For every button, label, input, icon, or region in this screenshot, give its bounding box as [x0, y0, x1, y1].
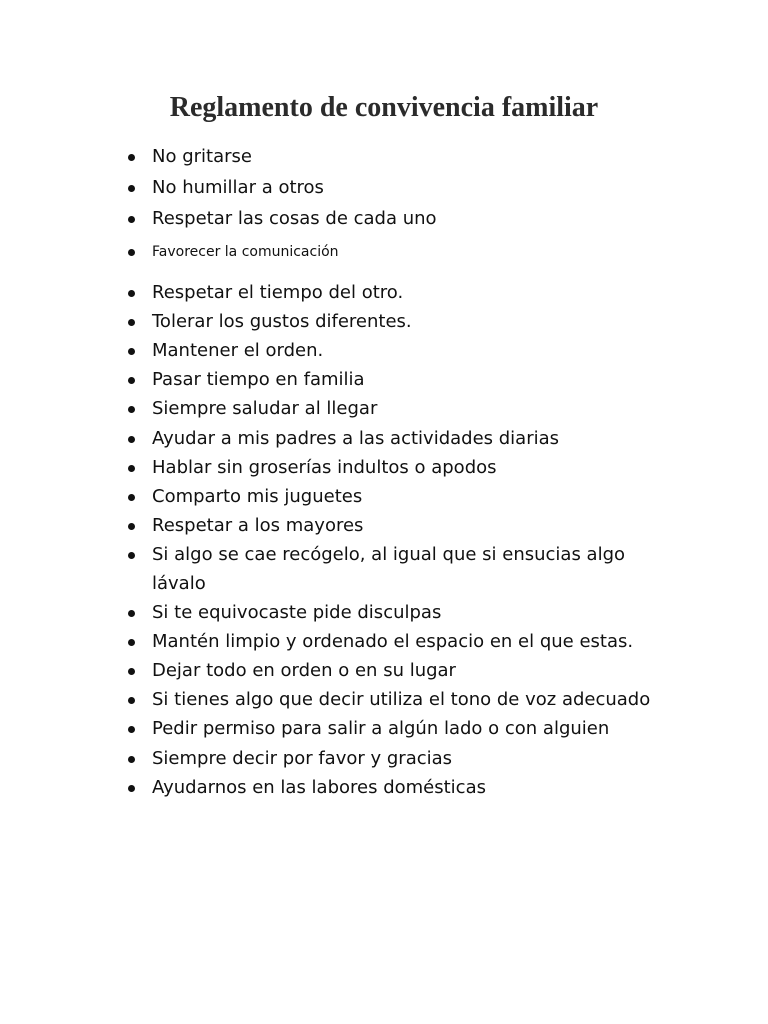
list-item — [128, 394, 688, 423]
list-item — [128, 453, 688, 482]
list-item — [128, 744, 688, 773]
list-item-text: Pedir permiso para salir a algún lado o con alguien — [152, 718, 610, 739]
list-item-text: Si algo se cae recógelo, al igual que si ensucias algo lávalo — [152, 544, 626, 594]
list-item — [128, 365, 688, 394]
bullet-icon — [128, 290, 135, 297]
list-item — [128, 307, 688, 336]
list-item-text: Respetar el tiempo del otro. — [152, 282, 404, 303]
list-item — [128, 627, 688, 656]
list-item-text: Si te equivocaste pide disculpas — [152, 602, 442, 623]
list-item — [128, 714, 688, 743]
bullet-icon — [128, 185, 135, 192]
list-item — [128, 205, 688, 233]
list-item-text: Siempre decir por favor y gracias — [152, 748, 453, 769]
bullet-icon — [128, 756, 135, 763]
list-item-text: Hablar sin groserías indultos o apodos — [152, 457, 497, 478]
list-item — [128, 241, 688, 263]
bullet-icon — [128, 785, 135, 792]
list-item-text: Mantén limpio y ordenado el espacio en el que estas. — [152, 631, 634, 652]
bullet-icon — [128, 377, 135, 384]
list-item-text: Comparto mis juguetes — [152, 486, 363, 507]
bullet-icon — [128, 726, 135, 733]
bullet-icon — [128, 697, 135, 704]
list-item-text: Siempre saludar al llegar — [152, 398, 378, 419]
list-item-text: Ayudar a mis padres a las actividades diarias — [152, 428, 560, 449]
bullet-icon — [128, 523, 135, 530]
list-item-text: Tolerar los gustos diferentes. — [152, 311, 412, 332]
list-item-text: Mantener el orden. — [152, 340, 324, 361]
list-item — [128, 540, 628, 598]
list-item-text: No gritarse — [152, 146, 252, 167]
list-item-text: No humillar a otros — [152, 177, 324, 198]
list-item-text: Pasar tiempo en familia — [152, 369, 365, 390]
bullet-icon — [128, 465, 135, 472]
list-item — [128, 598, 688, 627]
list-item — [128, 773, 688, 802]
list-item-text: Respetar a los mayores — [152, 515, 364, 536]
bullet-icon — [128, 639, 135, 646]
bullet-icon — [128, 668, 135, 675]
list-item — [128, 278, 688, 307]
list-item-text: Dejar todo en orden o en su lugar — [152, 660, 456, 681]
list-item — [128, 685, 688, 714]
list-item — [128, 143, 688, 171]
list-item — [128, 482, 688, 511]
page-title: Reglamento de convivencia familiar — [169, 92, 599, 123]
list-item-text: Favorecer la comunicación — [152, 244, 339, 260]
bullet-icon — [128, 154, 135, 161]
list-item — [128, 511, 688, 540]
list-item — [128, 656, 688, 685]
bullet-icon — [128, 348, 135, 355]
list-item — [128, 174, 688, 202]
bullet-icon — [128, 249, 135, 256]
list-item — [128, 336, 688, 365]
list-item-text: Ayudarnos en las labores domésticas — [152, 777, 486, 798]
bullet-icon — [128, 216, 135, 223]
list-item-text: Respetar las cosas de cada uno — [152, 208, 437, 229]
list-item — [128, 424, 688, 453]
bullet-icon — [128, 436, 135, 443]
bullet-icon — [128, 406, 135, 413]
bullet-icon — [128, 552, 135, 559]
bullet-icon — [128, 494, 135, 501]
bullet-icon — [128, 610, 135, 617]
list-item-text: Si tienes algo que decir utiliza el tono de voz adecuado — [152, 689, 651, 710]
bullet-icon — [128, 319, 135, 326]
